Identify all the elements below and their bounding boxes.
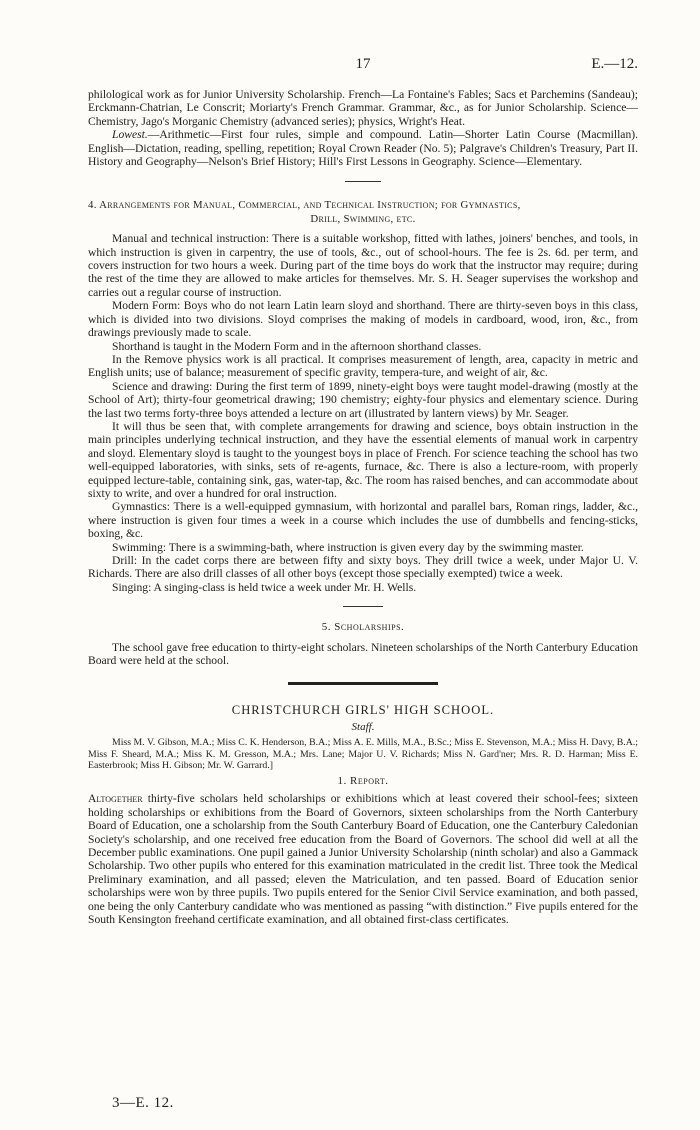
paragraph-singing: Singing: A singing-class is held twice a week under Mr. H. Wells. xyxy=(112,580,417,594)
section-divider xyxy=(345,181,381,182)
paragraph-manual: Manual and technical instruction: There is a suitable workshop, fitted with lathes, joiners' benches, and tools, in which instruction is given in carpentry, the use of tools, &c., out of school-hours. The fee is 2s. 6d. per term, and covers instruction for two hours a week. During part of the time boys do work that the instructor may require; during the rest of the time they are allowed to make articles for themselves. Mr. S. H. Seager supervises the workshop and carries out a regular course of instruction. xyxy=(88,232,638,299)
section-4-heading-line2: Drill, Swimming, etc. xyxy=(310,212,416,225)
section-5-heading: 5. Scholarships. xyxy=(321,621,405,634)
lowest-label: Lowest. xyxy=(112,128,148,142)
document-reference: E.—12. xyxy=(591,56,638,72)
lowest-text: —Arithmetic—First four rules, simple and compound. Latin—Shorter Latin Course (Macmillan). English—Dictation, reading, spelling, repetition; Royal Crown Reader (No. 5); Palgrave's Children's Treasury, Part II. History and Geography—Nelson's Brief History; Hill's First Lessons in Geography. Science—Elementary. xyxy=(88,128,638,169)
staff-list: Miss M. V. Gibson, M.A.; Miss C. K. Henderson, B.A.; Miss A. E. Mills, M.A., B.Sc.; Miss E. Stevenson, M.A.; Miss H. Davy, B.A.; Miss F. Sheard, M.A.; Miss K. M. Gresson, M.A.; Mrs. Lane; Major U. V. Richards; Miss N. Gard'ner; Mrs. R. D. Harman; Miss E. Easterbrook; Miss H. Gibson; Mr. W. Garrard.] xyxy=(88,737,638,772)
paragraph-gymnastics: Gymnastics: There is a well-equipped gymnasium, with horizontal and parallel bars, Roman rings, ladder, &c., where instruction is given four times a week in a course which includes the use of dumbbells and fencing-sticks, boxing, &c. xyxy=(88,500,638,541)
heavy-divider xyxy=(288,682,438,685)
paragraph-shorthand: Shorthand is taught in the Modern Form and in the afternoon shorthand classes. xyxy=(112,339,482,353)
paragraph-modern-form: Modern Form: Boys who do not learn Latin learn sloyd and shorthand. There are thirty-seven boys in this class, which is divided into two divisions. Sloyd comprises the making of models in cardboard, wood, iron, &c., from drawings previously made to scale. xyxy=(88,299,638,340)
section-4-heading-line1: 4. Arrangements for Manual, Commercial, and Technical Instruction; for Gymnastics, xyxy=(88,199,521,212)
page-header xyxy=(88,56,638,76)
section-divider xyxy=(343,606,383,607)
paragraph-report xyxy=(88,792,638,926)
report-text: thirty-five scholars held scholarships or exhibitions which at least covered their school-fees; sixteen holding scholarships or exhibitions from the Board of Governors, sixteen scholarships from the North Canterbury Board of Education, one a scholarship from the South Canterbury Board of Education, one the Canterbury Caledonian Society's scholarship, and one received free education from the Board of Governors. The school did well at all the December public examinations. One pupil gained a Junior University Scholarship (ninth scholar) and also a Gammack Scholarship. Two other pupils who entered for this examination matriculated in the credit list. Three took the Medical Preliminary examination, and all passed; eleven the Matriculation, and ten passed. Board of Education senior scholarships were won by three pupils. Two pupils entered for the Senior Civil Service examination, and both passed, one being the only Canterbury candidate who was mentioned as passing “with distinction.” Five pupils entered for the South Kensington freehand certificate examination, and all obtained first-class certificates. xyxy=(88,792,638,927)
paragraph-scholarships: The school gave free education to thirty-eight scholars. Nineteen scholarships of the North Canterbury Education Board were held at the school. xyxy=(88,640,638,668)
paragraph-remove-physics: In the Remove physics work is all practical. It comprises measurement of length, area, capacity in metric and English units; use of balance; measurement of specific gravity, tempera-ture, and weight of air, &c. xyxy=(88,352,638,380)
paragraph-drill: Drill: In the cadet corps there are between fifty and sixty boys. They drill twice a week, under Major U. V. Richards. There are also drill classes of all other boys (except those specially exempted) twice a week. xyxy=(88,554,638,581)
girls-school-title: CHRISTCHURCH GIRLS' HIGH SCHOOL. xyxy=(231,703,495,718)
page-number: 17 xyxy=(355,56,371,72)
paragraph-science-drawing: Science and drawing: During the first term of 1899, ninety-eight boys were taught model-drawing (mostly at the School of Art); thirty-four geometrical drawing; 190 chemistry; eighty-four physics and elementary science. During the last two terms forty-three boys attended a lecture on art (illustrated by lantern views) by Mr. Seager. xyxy=(88,379,638,420)
report-heading: 1. Report. xyxy=(337,775,389,788)
signature-mark: 3—E. 12. xyxy=(112,1095,174,1111)
report-first-word: Altogether xyxy=(88,792,143,806)
paragraph-continuation: philological work as for Junior University Scholarship. French—La Fontaine's Fables; Sacs et Parchemins (Sandeau); Erckmann-Chatrian, Le Conscrit; Moriarty's French Grammar. Grammar, &c., as for Junior Scholarship. Science—Chemistry, Jago's Morganic Chemistry (advanced series); physics, Wright's Heat. xyxy=(88,88,638,128)
section-4-heading xyxy=(88,199,638,226)
paragraph-swimming: Swimming: There is a swimming-bath, where instruction is given every day by the swimming master. xyxy=(112,540,584,554)
page-content xyxy=(88,88,638,927)
paragraph-technical-summary: It will thus be seen that, with complete arrangements for drawing and science, boys obtain instruction in the main principles underlying technical instruction, and they have the essential elements of manual work in carpentry and sloyd. Elementary sloyd is taught to the youngest boys in place of French. For science teaching the school has two well-equipped laboratories, with sinks, sets of re-agents, furnace, &c. There is also a lecture-room, with properly equipped lecture-table, containing sink, gas, water-tap, &c. The room has raised benches, and can accommodate about sixty to write, and over a hundred for oral instruction. xyxy=(88,419,638,500)
paragraph-lowest xyxy=(88,128,638,168)
staff-label: Staff. xyxy=(351,720,375,733)
